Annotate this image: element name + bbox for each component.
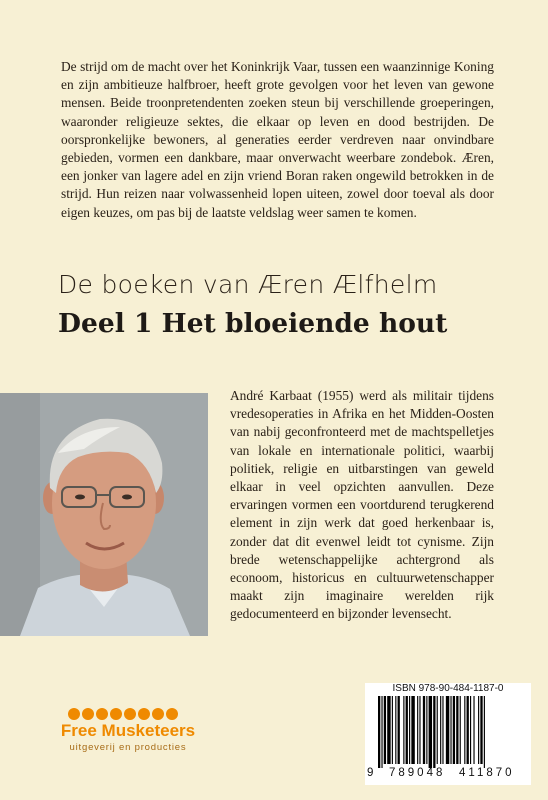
barcode-bar (446, 696, 449, 764)
barcode-bar (453, 696, 455, 764)
barcode-bar (411, 696, 414, 764)
barcode-bar (433, 696, 435, 768)
barcode-bar (478, 696, 479, 764)
barcode-bar (442, 696, 443, 764)
barcode-bar (473, 696, 474, 764)
barcode-bar (406, 696, 408, 764)
barcode-bar (480, 696, 482, 764)
barcode-bar (384, 696, 386, 764)
ean-first-digit: 9 (367, 767, 374, 779)
barcode-bar (437, 696, 438, 764)
ean-left-digits: 789048 (389, 767, 446, 779)
barcode-bar (392, 696, 393, 764)
barcode-bar (450, 696, 451, 764)
barcode-bar (456, 696, 458, 764)
publisher-name: Free Musketeers (60, 721, 196, 740)
barcode-bar (381, 696, 382, 768)
barcode-bar (426, 696, 427, 764)
musketeer-hats-icon (68, 706, 188, 722)
barcode-bar (387, 696, 390, 764)
back-cover-blurb: De strijd om de macht over het Koninkrijk Vaar, tussen een waanzinnige Koning en zijn ambitieuze halfbroer, heeft grote gevolgen voor het leven van gewone mensen. Beide troonpretendenten zoeken steun bij verschillende groeperingen, waaronder religieuze sektes, die elkaar op leven en dood bestrijden. De oorspronkelijke bewoners, al generaties eerder verdreven naar onvindbare gebieden, vormen een dankbare, maar onverwacht weerbare zondebok. Æren, een jonker van lagere adel en zijn vriend Boran raken ongewild betrokken in de strijd. Hun reizen naar volwassenheid lopen uiteen, zowel door toeval als door eigen keuzes, om pas bij de laatste veldslag weer samen te komen. (61, 59, 494, 220)
barcode-bar (467, 696, 469, 764)
barcode-bar (403, 696, 404, 764)
isbn-label: ISBN 978-90-484-1187-0 (392, 683, 504, 694)
author-bio: André Karbaat (1955) werd als militair tijdens vredesoperaties in Afrika en het Midden-Oosten van nabij geconfronteerd met de machtspelletjes van lokale en internationale politici, waarbij politiek, religie en uitbarstingen van geweld elkaar in veel opzichten aanvullen. Deze ervaringen vormen een voortdurend terugkerend element in zijn werk dat goed herkenbaar is, zonder dat dit evenwel leidt tot cynisme. Zijn brede wetenschappelijke achtergrond als econoom, historicus en cultuurwetenschapper maakt zijn imaginaire werelden rijk gedocumenteerd en bijzonder levensecht. (230, 388, 494, 622)
publisher-logo (48, 706, 208, 766)
barcode-bar (409, 696, 410, 764)
barcode-bar (419, 696, 420, 764)
barcode-bar (460, 696, 461, 764)
ean-right-digits: 411870 (459, 767, 515, 779)
barcode-bar (429, 696, 432, 768)
isbn-barcode (365, 683, 531, 785)
barcode-bar (440, 696, 441, 764)
series-title: De boeken van Æren Ælfhelm (58, 270, 438, 299)
author-portrait-illustration (0, 393, 208, 636)
barcode-bar (484, 696, 485, 768)
barcode-bar (395, 696, 396, 764)
author-photo (0, 393, 208, 636)
book-title: Deel 1 Het bloeiende hout (58, 308, 448, 339)
barcode-bar (417, 696, 418, 764)
barcode-bar (423, 696, 425, 764)
barcode-bar (464, 696, 465, 764)
barcode-bar (470, 696, 471, 764)
barcode-bars (368, 696, 528, 768)
publisher-tagline: uitgeverij en producties (69, 742, 187, 753)
barcode-bar (398, 696, 400, 764)
barcode-bar (378, 696, 380, 768)
